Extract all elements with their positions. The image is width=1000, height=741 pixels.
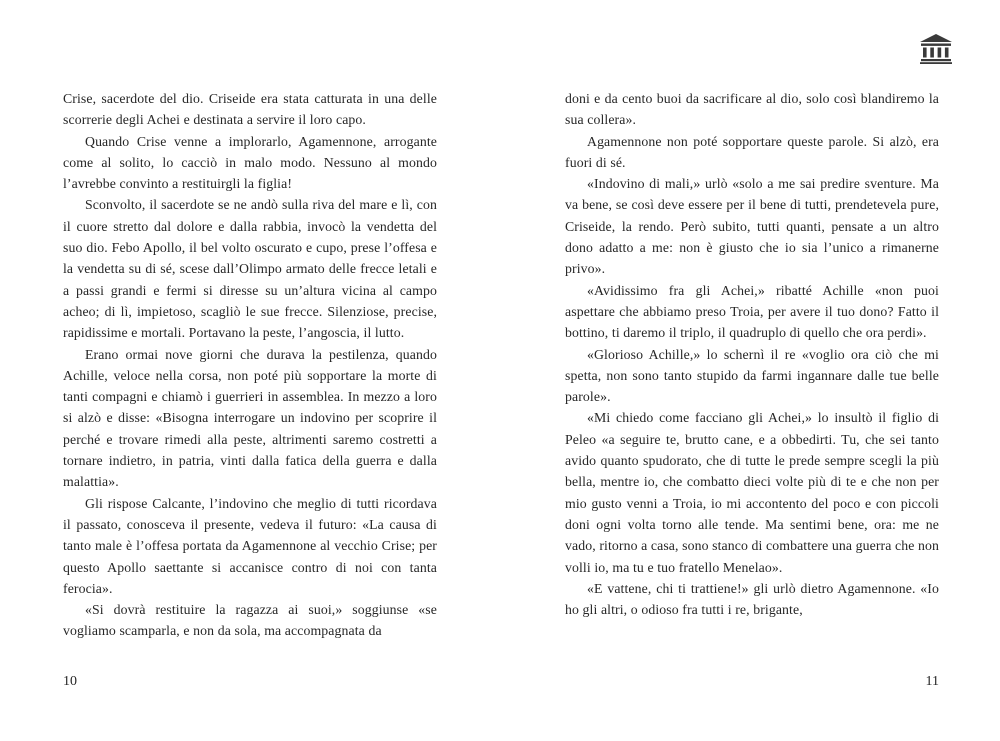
paragraph: Agamennone non poté sopportare queste parole. Si alzò, era fuori di sé.: [565, 133, 939, 170]
paragraph: «Glorioso Achille,» lo schernì il re «voglio ora ciò che mi spetta, non sono tanto stupido da farmi ingannare dalle tue belle parole».: [565, 346, 939, 405]
paragraph: «Indovino di mali,» urlò «solo a me sai predire sventure. Ma va bene, se così deve essere per il bene di tutti, prendetevela pure, Criseide, la rendo. Però subito, tutti quanti, pensate a un altro dono adatto a me: non è giusto che io sia l’unico a rimanerne privo».: [565, 176, 939, 277]
paragraph: «E vattene, chi ti trattiene!» gli urlò dietro Agamennone. «Io ho gli altri, o odioso fra tutti i re, brigante,: [565, 580, 939, 618]
paragraph: «Mi chiedo come facciano gli Achei,» lo insultò il figlio di Peleo «a seguire te, brutto cane, e a obbedirti. Tu, che sei tanto avido quanto spudorato, che di tutte le prede sempre scegli la più bella, mentre io, che combatto dieci volte più di te e che non per mio gusto venni a Troia, io mi accontento del poco e con piccoli doni ogni volta torno alle tende. Ma sentimi bene, ora: me ne vado, ritorno a casa, sono stanco di combattere una guerra che non volli io, ma tu e tuo fratello Menelao».: [565, 410, 939, 575]
paragraph: Crise, sacerdote del dio. Criseide era stata catturata in una delle scorrerie degli Achei e destinata a servire il loro capo.: [63, 91, 437, 128]
page-number-left: 10: [63, 674, 77, 689]
paragraph: Erano ormai nove giorni che durava la pestilenza, quando Achille, veloce nella corsa, non poté più sopportare la morte di tanti compagni e chiamò i guerrieri in assemblea. In mezzo a loro si alzò e disse: «Bisogna interrogare un indovino per scoprire il perché e trovare rimedi alla peste, altrimenti saremo costretti a tornare indietro, in patria, vinti dalla fatica della guerra e dalla malattia».: [63, 346, 437, 490]
left-page-text-column: [63, 88, 437, 642]
page-number-right: 11: [925, 674, 939, 689]
paragraph: Quando Crise venne a implorarlo, Agamennone, arrogante come al solito, lo cacciò in malo modo. Nessuno al mondo l’avrebbe convinto a restituirgli la figlia!: [63, 133, 437, 192]
paragraph: «Avidissimo fra gli Achei,» ribatté Achille «non puoi aspettare che abbiamo preso Troia, per avere il tuo dono? Fatto il bottino, ti daremo il triplo, il quadruplo di quello che ora perdi».: [565, 282, 939, 341]
right-page-text-column: [565, 88, 939, 620]
paragraph: «Si dovrà restituire la ragazza ai suoi,» soggiunse «se vogliamo scamparla, e non da sola, ma accompagnata da: [63, 602, 437, 639]
paragraph: doni e da cento buoi da sacrificare al dio, solo così blandiremo la sua collera».: [565, 91, 939, 128]
paragraph: Sconvolto, il sacerdote se ne andò sulla riva del mare e lì, con il cuore stretto dal dolore e dalla rabbia, invocò la vendetta del suo dio. Febo Apollo, il bel volto oscurato e cupo, prese l’offesa e la vendetta su di sé, scese dall’Olimpo armato delle frecce letali e a passi grandi e fermi si diresse su un’altura vicina al campo acheo; di lì, impietoso, scagliò le sue frecce. Silenziose, precise, rapidissime e mortali. Portavano la peste, l’angoscia, il lutto.: [63, 197, 437, 341]
paragraph: Gli rispose Calcante, l’indovino che meglio di tutti ricordava il passato, conosceva il presente, vedeva il futuro: «La causa di tanto male è l’offesa portata da Agamennone al vecchio Crise; per questo Apollo saettante si accanisce contro di noi con tanta ferocia».: [63, 495, 437, 596]
greek-temple-icon: [920, 34, 952, 64]
